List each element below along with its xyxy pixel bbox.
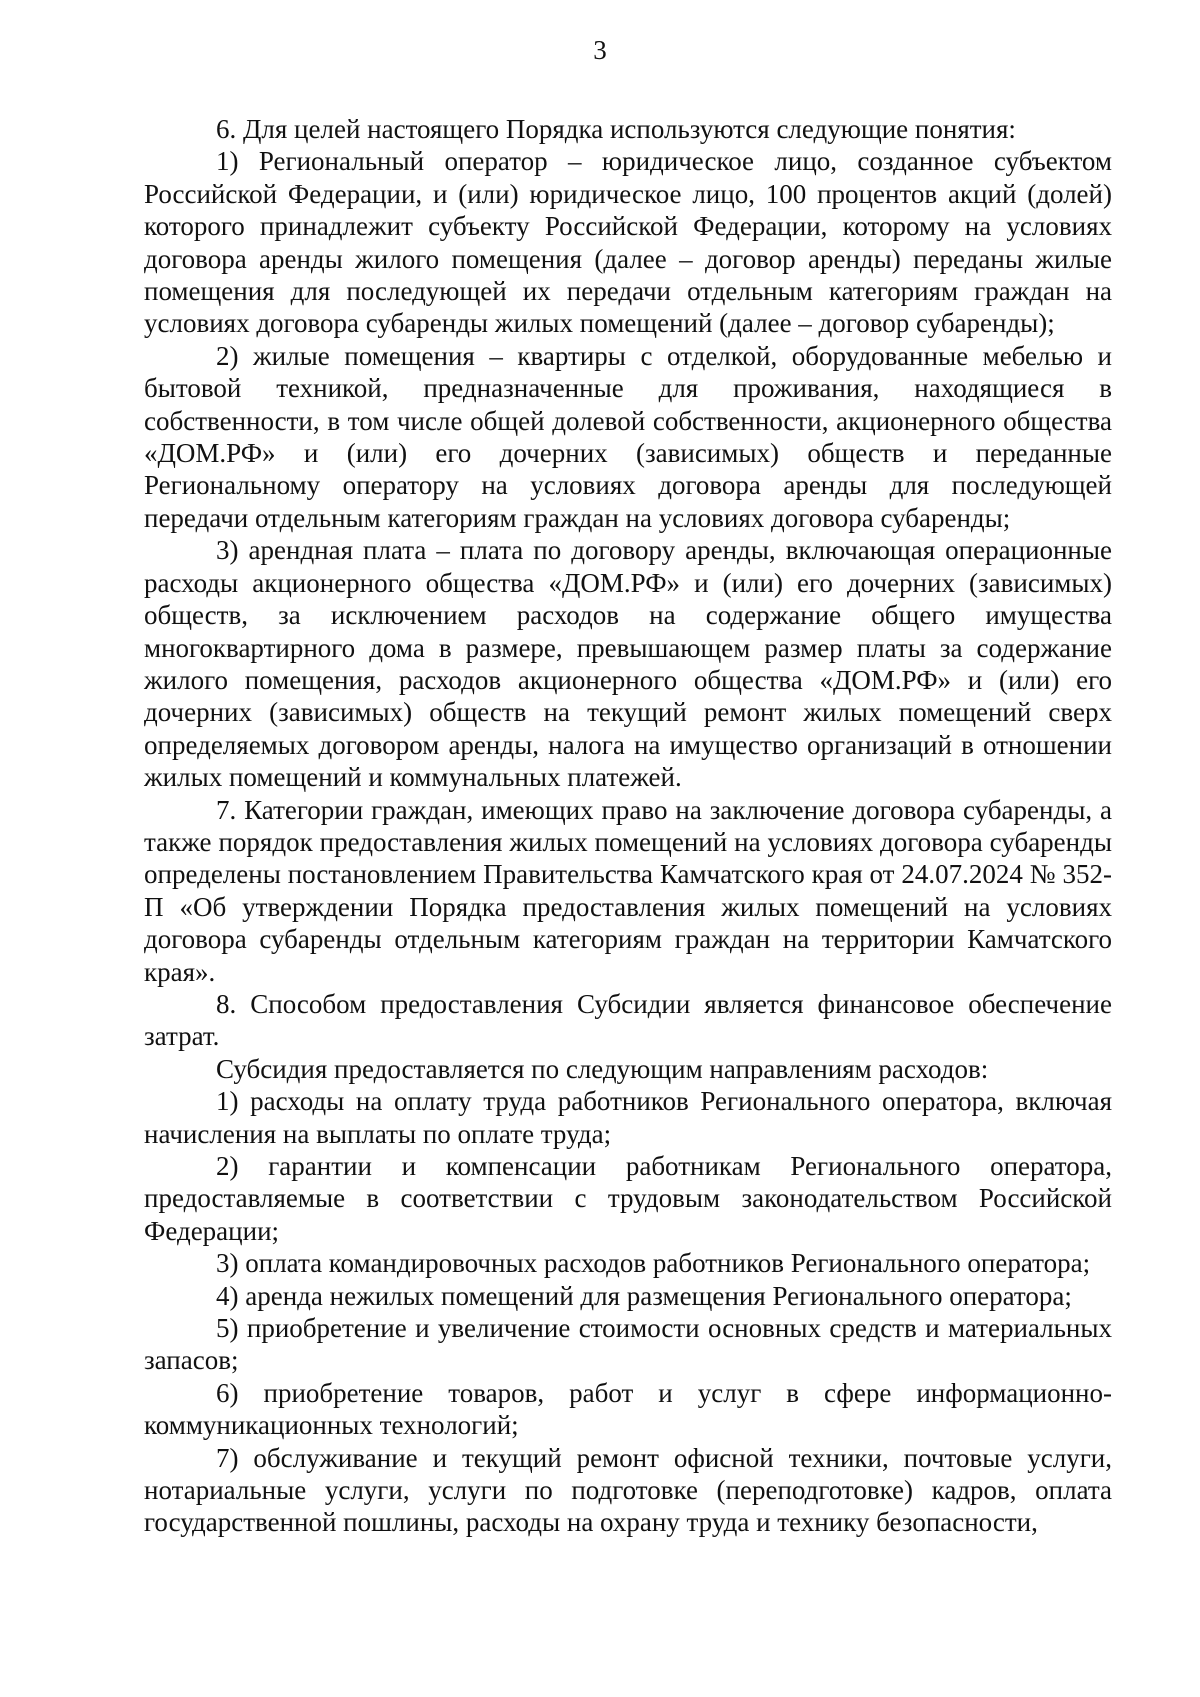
list-item-expense-1: 1) расходы на оплату труда работников Регионального оператора, включая начисления на выплаты по оплате труда; [144, 1086, 1112, 1149]
paragraph-8-subsidy-method: 8. Способом предоставления Субсидии является финансовое обеспечение затрат. [144, 988, 1112, 1052]
page-number: 3 [593, 35, 607, 65]
paragraph-definition-regional-operator: 1) Региональный оператор – юридическое лицо, созданное субъектом Российской Федерации, и (или) юридическое лицо, 100 процентов акций (долей) которого принадлежит субъекту Российской Федерации, которому на условиях договора аренды жилого помещения (далее – договор аренды) переданы жилые помещения для последующей их передачи отдельным категориям граждан на условиях договора субаренды жилых помещений (далее – договор субаренды); [144, 146, 1112, 339]
document-body [144, 113, 1112, 1539]
list-item-expense-2: 2) гарантии и компенсации работникам Регионального оператора, предоставляемые в соответствии с трудовым законодательством Российской Федерации; [144, 1151, 1112, 1246]
paragraph-7-citizen-categories: 7. Категории граждан, имеющих право на заключение договора субаренды, а также порядок предоставления жилых помещений на условиях договора субаренды определены постановлением Правительства Камчатского края от 24.07.2024 № 352-П «Об утверждении Порядка предоставления жилых помещений на условиях договора субаренды отдельным категориям граждан на территории Камчатского края». [144, 794, 1112, 987]
list-item-expense-5: 5) приобретение и увеличение стоимости основных средств и материальных запасов; [144, 1313, 1112, 1376]
list-item-expense-6: 6) приобретение товаров, работ и услуг в сфере информационно-коммуникационных технологий; [144, 1377, 1112, 1441]
paragraph-definition-rent: 3) арендная плата – плата по договору аренды, включающая операционные расходы акционерного общества «ДОМ.РФ» и (или) его дочерних (зависимых) обществ, за исключением расходов на содержание общего имущества многоквартирного дома в размере, превышающем размер платы за содержание жилого помещения, расходов акционерного общества «ДОМ.РФ» и (или) его дочерних (зависимых) обществ на текущий ремонт жилых помещений сверх определяемых договором аренды, налога на имущество организаций в отношении жилых помещений и коммунальных платежей. [144, 535, 1112, 793]
list-item-expense-7: 7) обслуживание и текущий ремонт офисной техники, почтовые услуги, нотариальные услуги, услуги по подготовке (переподготовке) кадров, оплата государственной пошлины, расходы на охрану труда и технику безопасности, [144, 1442, 1112, 1538]
paragraph-definition-residential-premises: 2) жилые помещения – квартиры с отделкой, оборудованные мебелью и бытовой техникой, предназначенные для проживания, находящиеся в собственности, в том числе общей долевой собственности, акционерного общества «ДОМ.РФ» и (или) его дочерних (зависимых) обществ и переданные Региональному оператору на условиях договора аренды для последующей передачи отдельным категориям граждан на условиях договора субаренды; [144, 340, 1112, 533]
paragraph-6-definitions-intro: 6. Для целей настоящего Порядка используются следующие понятия: [216, 114, 1016, 144]
list-item-expense-3: 3) оплата командировочных расходов работников Регионального оператора; [216, 1248, 1091, 1279]
list-item-expense-4: 4) аренда нежилых помещений для размещения Регионального оператора; [216, 1280, 1072, 1311]
paragraph-expense-directions-intro: Субсидия предоставляется по следующим направлениям расходов: [216, 1053, 989, 1084]
